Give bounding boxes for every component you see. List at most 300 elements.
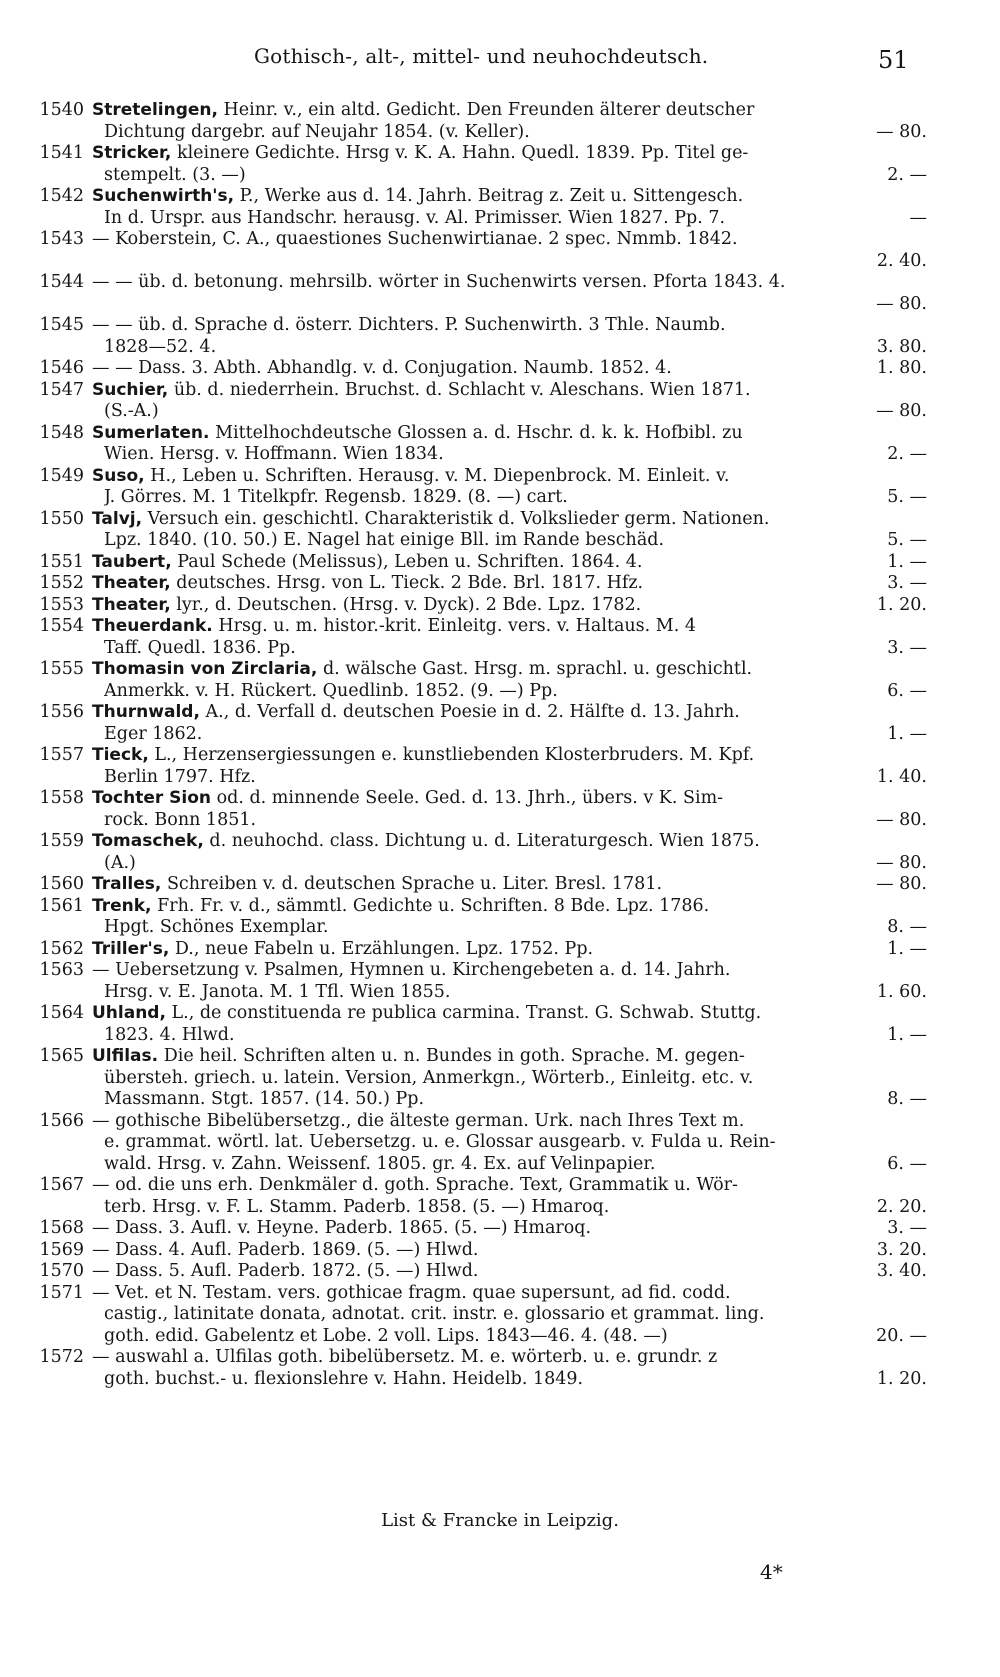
entry-price: 3. — xyxy=(887,1218,927,1238)
catalog-entry xyxy=(0,595,1000,617)
entry-number: 1560 xyxy=(39,874,84,894)
entry-text: Lpz. 1840. (10. 50.) E. Nagel hat einige Bll. im Rande beschäd. xyxy=(104,530,665,550)
entry-text: — Vet. et N. Testam. vers. gothicae fragm. quae supersunt, ad fid. codd. xyxy=(92,1282,731,1303)
entry-line xyxy=(92,1154,927,1176)
entry-body xyxy=(92,939,927,961)
catalog-entry xyxy=(0,1218,1000,1240)
entry-line xyxy=(92,616,927,638)
entry-number: 1558 xyxy=(39,788,84,808)
entry-body xyxy=(92,1347,927,1390)
entry-text: L., Herzensergiessungen e. kunstliebenden Klosterbruders. M. Kpf. xyxy=(154,745,755,765)
entry-line xyxy=(92,1025,927,1047)
entry-line-text xyxy=(92,874,864,896)
entry-text: od. d. minnende Seele. Ged. d. 13. Jhrh., übers. v K. Sim- xyxy=(216,788,724,808)
entry-text: In d. Urspr. aus Handschr. herausg. v. Al. Primisser. Wien 1827. Pp. 7. xyxy=(104,207,726,228)
catalog-entry xyxy=(0,960,1000,1003)
entry-number: 1561 xyxy=(39,895,84,916)
entry-number: 1559 xyxy=(39,831,84,851)
entry-text: Anmerkk. v. H. Rückert. Quedlinb. 1852. (9. —) Pp. xyxy=(104,680,558,701)
entry-heading: Stricker, xyxy=(92,143,172,163)
entry-text: — gothische Bibelübersetzg., die älteste german. Urk. nach Ihres Text m. xyxy=(92,1110,745,1131)
entry-line xyxy=(92,1003,927,1025)
entry-text: — — üb. d. betonung. mehrsilb. wörter in Suchenwirts versen. Pforta 1843. 4. xyxy=(92,272,786,292)
entry-text: A., d. Verfall d. deutschen Poesie in d. 2. Hälfte d. 13. Jahrh. xyxy=(205,702,740,722)
entry-line xyxy=(92,229,927,251)
entry-price: 1. — xyxy=(887,551,927,572)
entry-line-text xyxy=(92,315,915,337)
entry-line xyxy=(92,100,927,122)
entry-text: Massmann. Stgt. 1857. (14. 50.) Pp. xyxy=(104,1089,425,1109)
entry-body xyxy=(92,423,927,466)
entry-line-text xyxy=(104,337,865,359)
catalog-entry xyxy=(0,788,1000,831)
catalog-entry xyxy=(0,1283,1000,1348)
entry-line xyxy=(92,143,927,165)
entry-text: D., neue Fabeln u. Erzählungen. Lpz. 1752. Pp. xyxy=(174,938,594,959)
entry-heading: Thomasin von Zirclaria, xyxy=(92,659,318,679)
entry-text: d. neuhochd. class. Dichtung u. d. Literaturgesch. Wien 1875. xyxy=(209,831,760,851)
entry-line-text xyxy=(104,208,898,230)
entry-price: 3. — xyxy=(887,637,927,658)
catalog-entry xyxy=(0,509,1000,552)
entry-number: 1554 xyxy=(39,616,84,636)
entry-line-text xyxy=(92,100,915,122)
entry-price: 2. — xyxy=(887,444,927,464)
entry-line xyxy=(92,1046,927,1068)
entry-heading: Trenk, xyxy=(92,895,152,916)
entry-number: 1544 xyxy=(39,272,84,292)
entry-price: 3. 80. xyxy=(876,336,927,357)
entry-line-text xyxy=(104,724,875,746)
entry-line-text xyxy=(104,1132,915,1154)
entry-line-text xyxy=(92,1046,915,1068)
entry-line-text xyxy=(92,1283,915,1305)
entry-line xyxy=(92,401,927,423)
entry-number: 1563 xyxy=(39,960,84,980)
entry-body xyxy=(92,745,927,788)
entry-line-text xyxy=(92,186,915,208)
entry-line-text xyxy=(92,1218,875,1240)
entry-number: 1556 xyxy=(39,702,84,722)
entry-body xyxy=(92,466,927,509)
entry-line-text xyxy=(104,530,875,552)
entry-heading: Talvj, xyxy=(92,508,143,529)
entry-body xyxy=(92,143,927,186)
entry-line xyxy=(92,1326,927,1348)
entry-text: Taff. Quedl. 1836. Pp. xyxy=(104,637,296,658)
entry-number: 1555 xyxy=(39,659,84,679)
entry-text: kleinere Gedichte. Hrsg v. K. A. Hahn. Quedl. 1839. Pp. Titel ge- xyxy=(176,143,749,163)
entry-line-text xyxy=(104,1197,865,1219)
catalog-entry xyxy=(0,1240,1000,1262)
entry-line xyxy=(92,186,927,208)
entry-line xyxy=(92,423,927,445)
entry-line xyxy=(92,1261,927,1283)
entry-number: 1551 xyxy=(39,551,84,572)
entry-price: 6. — xyxy=(887,1153,927,1174)
entry-line xyxy=(92,122,927,144)
entry-line-text xyxy=(104,917,875,939)
entry-text: H., Leben u. Schriften. Herausg. v. M. Diepenbrock. M. Einleit. v. xyxy=(150,465,730,486)
entry-line xyxy=(92,724,927,746)
entry-text: — — üb. d. Sprache d. österr. Dichters. P. Suchenwirth. 3 Thle. Naumb. xyxy=(92,315,726,335)
entry-text: stempelt. (3. —) xyxy=(104,164,246,185)
entry-heading: Thurnwald, xyxy=(92,702,200,722)
entry-text: Versuch ein. geschichtl. Charakteristik d. Volkslieder germ. Nationen. xyxy=(147,508,770,529)
entry-line-text xyxy=(92,552,875,574)
entry-price: — 80. xyxy=(876,874,927,894)
entry-price: 1. 80. xyxy=(876,358,927,378)
entry-body xyxy=(92,1283,927,1348)
entry-price: — 80. xyxy=(876,852,927,873)
entry-line-text xyxy=(92,466,915,488)
entry-text: — Dass. 3. Aufl. v. Heyne. Paderb. 1865. (5. —) Hmaroq. xyxy=(92,1218,592,1238)
entry-line-text xyxy=(104,853,864,875)
catalog-entry xyxy=(0,659,1000,702)
catalog-entry xyxy=(0,358,1000,380)
entry-number: 1565 xyxy=(39,1046,84,1066)
entry-text: wald. Hrsg. v. Zahn. Weissenf. 1805. gr. 4. Ex. auf Velinpapier. xyxy=(104,1153,656,1174)
catalog-entry xyxy=(0,552,1000,574)
entry-line-text xyxy=(104,810,864,832)
entry-text: — Dass. 5. Aufl. Paderb. 1872. (5. —) Hlwd. xyxy=(92,1261,479,1281)
entry-price: 3. 40. xyxy=(876,1261,927,1281)
entry-text: Hpgt. Schönes Exemplar. xyxy=(104,917,329,937)
entry-line-text xyxy=(92,831,915,853)
entry-body xyxy=(92,552,927,574)
entry-line-text xyxy=(92,1261,865,1283)
entry-number: 1564 xyxy=(39,1003,84,1023)
entry-text: Frh. Fr. v. d., sämmtl. Gedichte u. Schriften. 8 Bde. Lpz. 1786. xyxy=(157,895,710,916)
catalog-entry xyxy=(0,1347,1000,1390)
entry-line xyxy=(92,380,927,402)
entry-line-text xyxy=(92,1175,915,1197)
entry-line xyxy=(92,702,927,724)
catalog-entry xyxy=(0,143,1000,186)
entry-body xyxy=(92,272,927,315)
entry-price: — 80. xyxy=(876,293,927,314)
entry-line xyxy=(92,1068,927,1090)
entry-price: 5. — xyxy=(887,487,927,507)
entry-line-text xyxy=(104,165,875,187)
entry-heading: Theater, xyxy=(92,573,171,593)
entry-line-text xyxy=(92,659,915,681)
entry-line xyxy=(92,487,927,509)
entry-line xyxy=(92,573,927,595)
entry-body xyxy=(92,659,927,702)
entry-line-text xyxy=(92,616,915,638)
entry-text: rock. Bonn 1851. xyxy=(104,809,257,830)
entry-text: — Koberstein, C. A., quaestiones Suchenwirtianae. 2 spec. Nmmb. 1842. xyxy=(92,229,738,249)
entry-body xyxy=(92,358,927,380)
entry-line-text xyxy=(92,509,915,531)
entry-line-text xyxy=(92,380,915,402)
running-title: Gothisch-, alt-, mittel- und neuhochdeutsch. xyxy=(254,44,709,68)
entry-line xyxy=(92,251,927,273)
entry-line xyxy=(92,466,927,488)
entry-text: Dichtung dargebr. auf Neujahr 1854. (v. Keller). xyxy=(104,121,530,142)
entry-line xyxy=(92,509,927,531)
entry-text: übersteh. griech. u. latein. Version, Anmerkgn., Wörterb., Einleitg. etc. v. xyxy=(104,1067,754,1088)
entry-line xyxy=(92,960,927,982)
entry-line-text xyxy=(104,1025,875,1047)
entry-line xyxy=(92,444,927,466)
entry-text: e. grammat. wörtl. lat. Uebersetzg. u. e. Glossar ausgearb. v. Fulda u. Rein- xyxy=(104,1132,776,1152)
entry-price: 1. 60. xyxy=(876,981,927,1002)
entry-text: Mittelhochdeutsche Glossen a. d. Hschr. d. k. k. Hofbibl. zu xyxy=(215,422,743,443)
entry-number: 1557 xyxy=(39,745,84,765)
entry-line xyxy=(92,1175,927,1197)
entry-body xyxy=(92,229,927,272)
entry-text: Paul Schede (Melissus), Leben u. Schriften. 1864. 4. xyxy=(177,551,643,572)
entry-price: — 80. xyxy=(876,809,927,830)
entry-line xyxy=(92,272,927,294)
entry-price: 8. — xyxy=(887,917,927,937)
entry-price: 2. — xyxy=(887,164,927,185)
catalog-entry xyxy=(0,831,1000,874)
entry-line-text xyxy=(92,573,875,595)
entry-line xyxy=(92,1369,927,1391)
entry-line xyxy=(92,896,927,918)
entry-text: terb. Hrsg. v. F. L. Stamm. Paderb. 1858. (5. —) Hmaroq. xyxy=(104,1196,610,1217)
entry-line-text xyxy=(92,939,875,961)
entry-number: 1540 xyxy=(39,100,84,120)
entry-number: 1545 xyxy=(39,315,84,335)
catalog-entry xyxy=(0,616,1000,659)
entry-heading: Stretelingen, xyxy=(92,100,218,120)
entry-body xyxy=(92,616,927,659)
entry-text: 1828—52. 4. xyxy=(104,336,217,357)
entry-number: 1567 xyxy=(39,1175,84,1195)
entry-line-text xyxy=(92,1347,915,1369)
entry-body xyxy=(92,1261,927,1283)
publisher-imprint: List & Francke in Leipzig. xyxy=(381,1510,619,1531)
entry-body xyxy=(92,874,927,896)
entry-text: goth. buchst.- u. flexionslehre v. Hahn. Heidelb. 1849. xyxy=(104,1368,584,1389)
entry-heading: Taubert, xyxy=(92,551,172,572)
entry-text: Hrsg. v. E. Janota. M. 1 Tfl. Wien 1855. xyxy=(104,981,451,1002)
catalog-entry xyxy=(0,939,1000,961)
entry-text: — auswahl a. Ulfilas goth. bibelübersetz. M. e. wörterb. u. e. grundr. z xyxy=(92,1347,718,1367)
entry-heading: Theater, xyxy=(92,594,171,615)
entry-body xyxy=(92,380,927,423)
entry-line-text xyxy=(104,982,865,1004)
entry-price: 1. 20. xyxy=(876,594,927,615)
entry-body xyxy=(92,509,927,552)
entry-line-text xyxy=(104,1326,864,1348)
entry-heading: Suso, xyxy=(92,465,145,486)
entry-price: — 80. xyxy=(876,401,927,421)
entry-line-text xyxy=(104,1068,915,1090)
entry-heading: Suchier, xyxy=(92,379,169,400)
entry-text: — od. die uns erh. Denkmäler d. goth. Sprache. Text, Grammatik u. Wör- xyxy=(92,1175,738,1195)
entry-heading: Ulfilas. xyxy=(92,1046,159,1066)
entry-line xyxy=(92,1240,927,1262)
entry-line xyxy=(92,788,927,810)
entry-price: 2. 40. xyxy=(876,250,927,271)
entry-text: Heinr. v., ein altd. Gedicht. Den Freunden älterer deutscher xyxy=(223,100,755,120)
entry-number: 1552 xyxy=(39,573,84,593)
catalog-entry xyxy=(0,423,1000,466)
entry-line-text xyxy=(104,444,875,466)
entry-text: P., Werke aus d. 14. Jahrh. Beitrag z. Zeit u. Sittengesch. xyxy=(239,186,744,206)
entry-line xyxy=(92,294,927,316)
entry-line-text xyxy=(104,1369,865,1391)
entry-line-text xyxy=(92,896,915,918)
entry-heading: Sumerlaten. xyxy=(92,422,210,443)
entry-line xyxy=(92,337,927,359)
entry-number: 1550 xyxy=(39,508,84,529)
entry-price: 20. — xyxy=(876,1325,927,1346)
entry-line-text xyxy=(104,681,875,703)
sheet-signature: 4* xyxy=(760,1560,783,1584)
entry-line xyxy=(92,659,927,681)
entry-line-text xyxy=(92,745,915,767)
entry-line-text xyxy=(92,229,915,251)
catalog-entry xyxy=(0,186,1000,229)
entry-body xyxy=(92,1111,927,1176)
entry-body xyxy=(92,573,927,595)
entry-text: — — Dass. 3. Abth. Abhandlg. v. d. Conjugation. Naumb. 1852. 4. xyxy=(92,358,672,378)
entry-number: 1542 xyxy=(39,186,84,206)
entry-line-text xyxy=(104,767,865,789)
entry-body xyxy=(92,960,927,1003)
entry-text: Wien. Hersg. v. Hoffmann. Wien 1834. xyxy=(104,444,444,464)
entry-heading: Theuerdank. xyxy=(92,616,213,636)
entry-line xyxy=(92,1089,927,1111)
entry-price: 1. — xyxy=(887,723,927,744)
entry-body xyxy=(92,1003,927,1046)
entry-text: Eger 1862. xyxy=(104,723,203,744)
entry-heading: Tieck, xyxy=(92,745,149,765)
entry-text: üb. d. niederrhein. Bruchst. d. Schlacht v. Aleschans. Wien 1871. xyxy=(173,379,751,400)
entry-line-text xyxy=(92,423,915,445)
entry-line xyxy=(92,552,927,574)
entry-price: 2. 20. xyxy=(876,1196,927,1217)
entry-line xyxy=(92,767,927,789)
entry-number: 1553 xyxy=(39,594,84,615)
entry-line-text xyxy=(92,143,915,165)
entry-line xyxy=(92,853,927,875)
entry-number: 1548 xyxy=(39,422,84,443)
entry-line-text xyxy=(104,401,864,423)
catalog-entry xyxy=(0,1175,1000,1218)
entry-number: 1541 xyxy=(39,143,84,163)
entry-number: 1571 xyxy=(39,1282,84,1303)
entry-text: Hrsg. u. m. histor.-krit. Einleitg. vers. v. Haltaus. M. 4 xyxy=(218,616,696,636)
entry-text: deutsches. Hrsg. von L. Tieck. 2 Bde. Brl. 1817. Hfz. xyxy=(176,573,644,593)
entry-body xyxy=(92,831,927,874)
entry-price: 3. — xyxy=(887,573,927,593)
entry-heading: Tomaschek, xyxy=(92,831,204,851)
entry-body xyxy=(92,896,927,939)
entry-price: 5. — xyxy=(887,530,927,550)
entry-line xyxy=(92,831,927,853)
entry-price: — xyxy=(909,207,927,228)
entry-number: 1546 xyxy=(39,358,84,378)
entry-price: 3. 20. xyxy=(876,1239,927,1260)
catalog-entry xyxy=(0,466,1000,509)
catalog-entry xyxy=(0,1003,1000,1046)
catalog-entry xyxy=(0,745,1000,788)
entry-line xyxy=(92,165,927,187)
catalog-entry xyxy=(0,100,1000,143)
entry-line xyxy=(92,358,927,380)
entry-line-text xyxy=(92,702,915,724)
entry-number: 1568 xyxy=(39,1218,84,1238)
entry-line-text xyxy=(92,1003,915,1025)
entry-price: 6. — xyxy=(887,680,927,701)
entry-line xyxy=(92,1132,927,1154)
entry-text: goth. edid. Gabelentz et Lobe. 2 voll. Lips. 1843—46. 4. (48. —) xyxy=(104,1325,668,1346)
entry-line xyxy=(92,315,927,337)
entry-number: 1543 xyxy=(39,229,84,249)
entry-body xyxy=(92,788,927,831)
entry-line xyxy=(92,1111,927,1133)
entry-line xyxy=(92,1283,927,1305)
catalog-entries xyxy=(0,100,1000,1390)
entry-line-text xyxy=(92,358,865,380)
entry-line xyxy=(92,982,927,1004)
entry-text: castig., latinitate donata, adnotat. crit. instr. e. glossario et grammat. ling. xyxy=(104,1304,765,1324)
entry-line-text xyxy=(104,1154,875,1176)
catalog-entry xyxy=(0,380,1000,423)
catalog-entry xyxy=(0,1261,1000,1283)
entry-text: L., de constituenda re publica carmina. Transt. G. Schwab. Stuttg. xyxy=(171,1003,762,1023)
catalog-entry xyxy=(0,1046,1000,1111)
entry-body xyxy=(92,1218,927,1240)
entry-price: 8. — xyxy=(887,1089,927,1109)
entry-body xyxy=(92,702,927,745)
entry-price: — 80. xyxy=(876,121,927,142)
entry-number: 1549 xyxy=(39,465,84,486)
entry-line xyxy=(92,874,927,896)
entry-heading: Tralles, xyxy=(92,874,162,894)
catalog-entry xyxy=(0,874,1000,896)
entry-line xyxy=(92,530,927,552)
entry-line xyxy=(92,810,927,832)
catalog-entry xyxy=(0,1111,1000,1176)
entry-line-text xyxy=(104,487,875,509)
entry-line-text xyxy=(104,638,875,660)
entry-text: Berlin 1797. Hfz. xyxy=(104,766,256,787)
entry-number: 1547 xyxy=(39,379,84,400)
entry-text: lyr., d. Deutschen. (Hrsg. v. Dyck). 2 Bde. Lpz. 1782. xyxy=(176,594,642,615)
page-header xyxy=(0,44,1000,74)
entry-line xyxy=(92,917,927,939)
entry-text: d. wälsche Gast. Hrsg. m. sprachl. u. geschichtl. xyxy=(322,659,753,679)
entry-text: — Uebersetzung v. Psalmen, Hymnen u. Kirchengebeten a. d. 14. Jahrh. xyxy=(92,960,731,980)
entry-line xyxy=(92,1218,927,1240)
entry-heading: Triller's, xyxy=(92,938,170,959)
entry-line-text xyxy=(92,1240,865,1262)
entry-line-text xyxy=(104,122,864,144)
entry-body xyxy=(92,595,927,617)
entry-line xyxy=(92,1304,927,1326)
catalog-entry xyxy=(0,229,1000,272)
entry-text: Die heil. Schriften alten u. n. Bundes in goth. Sprache. M. gegen- xyxy=(163,1046,745,1066)
entry-line-text xyxy=(92,1111,915,1133)
entry-text: Schreiben v. d. deutschen Sprache u. Liter. Bresl. 1781. xyxy=(166,874,663,894)
entry-line-text xyxy=(104,1089,875,1111)
entry-number: 1566 xyxy=(39,1110,84,1131)
entry-body xyxy=(92,315,927,358)
entry-price: 1. 40. xyxy=(876,766,927,787)
entry-number: 1570 xyxy=(39,1261,84,1281)
entry-line xyxy=(92,1197,927,1219)
entry-line xyxy=(92,208,927,230)
entry-text: — Dass. 4. Aufl. Paderb. 1869. (5. —) Hlwd. xyxy=(92,1239,479,1260)
